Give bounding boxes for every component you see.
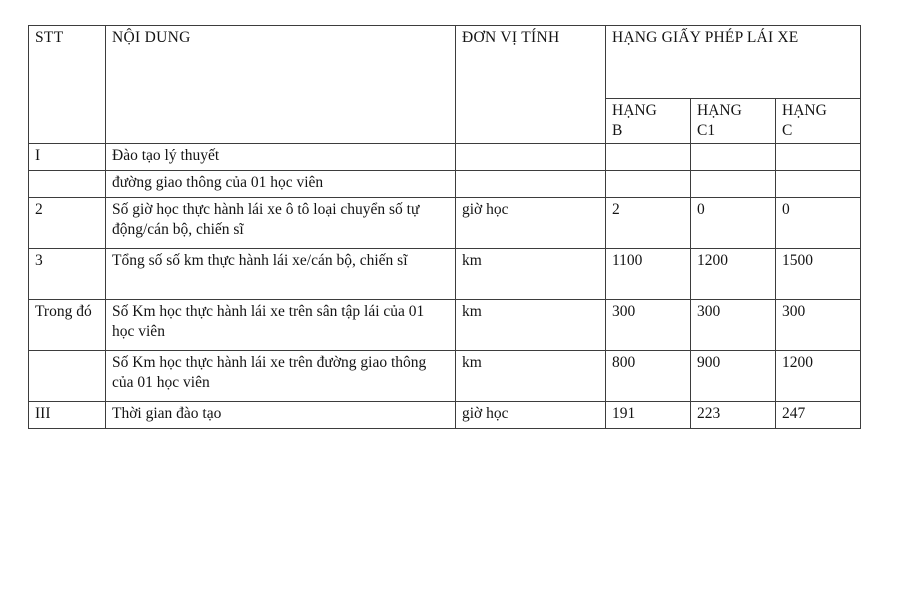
column-header-noi-dung: NỘI DUNG — [106, 26, 456, 144]
cell-hang-c1: 0 — [691, 198, 776, 249]
clipped-text-artifact — [120, 388, 740, 402]
cell-hang-b: 300 — [606, 300, 691, 351]
cell-hang-c — [776, 144, 861, 171]
cell-hang-b: 1100 — [606, 249, 691, 300]
cell-hang-c1 — [691, 171, 776, 198]
cell-hang-c1 — [691, 144, 776, 171]
column-header-stt: STT — [29, 26, 106, 144]
table-row — [29, 144, 861, 171]
cell-hang-c: 1500 — [776, 249, 861, 300]
cell-noi-dung: Số giờ học thực hành lái xe ô tô loại chuyển số tự động/cán bộ, chiến sĩ — [106, 198, 456, 249]
cell-hang-c1: 300 — [691, 300, 776, 351]
cell-hang-c — [776, 171, 861, 198]
table-row — [29, 198, 861, 249]
hang-c1-line1: HẠNG — [697, 102, 742, 119]
cell-stt — [29, 351, 106, 402]
cell-noi-dung: Thời gian đào tạo — [106, 402, 456, 429]
cell-don-vi-tinh: km — [456, 351, 606, 402]
cell-hang-c1: 223 — [691, 402, 776, 429]
cell-don-vi-tinh: km — [456, 300, 606, 351]
cell-hang-b: 191 — [606, 402, 691, 429]
column-header-hang-b — [606, 99, 691, 144]
table-row — [29, 402, 861, 429]
hang-c-line1: HẠNG — [782, 102, 827, 119]
cell-hang-c1: 900 — [691, 351, 776, 402]
cell-noi-dung: Đào tạo lý thuyết — [106, 144, 456, 171]
cell-don-vi-tinh: giờ học — [456, 402, 606, 429]
hang-c-line2: C — [782, 121, 793, 139]
column-header-don-vi-tinh: ĐƠN VỊ TÍNH — [456, 26, 606, 144]
cell-noi-dung: đường giao thông của 01 học viên — [106, 171, 456, 198]
cell-noi-dung: Số Km học thực hành lái xe trên đường giao thông của 01 học viên — [106, 351, 456, 402]
table-body — [29, 144, 861, 429]
cell-don-vi-tinh: km — [456, 249, 606, 300]
cell-noi-dung: Tổng số số km thực hành lái xe/cán bộ, chiến sĩ — [106, 249, 456, 300]
cell-hang-c: 0 — [776, 198, 861, 249]
cell-stt: Trong đó — [29, 300, 106, 351]
cell-hang-b: 2 — [606, 198, 691, 249]
cell-hang-c: 247 — [776, 402, 861, 429]
cell-noi-dung: Số Km học thực hành lái xe trên sân tập lái của 01 học viên — [106, 300, 456, 351]
cell-don-vi-tinh — [456, 171, 606, 198]
table-row — [29, 249, 861, 300]
driving-license-training-table — [28, 25, 861, 429]
hang-c1-line2: C1 — [697, 121, 716, 139]
cell-stt: I — [29, 144, 106, 171]
table-row — [29, 300, 861, 351]
column-header-group-hang-giay-phep-lai-xe: HẠNG GIẤY PHÉP LÁI XE — [606, 26, 861, 99]
column-header-hang-c1 — [691, 99, 776, 144]
cell-stt — [29, 171, 106, 198]
cell-hang-c: 300 — [776, 300, 861, 351]
cell-don-vi-tinh: giờ học — [456, 198, 606, 249]
table-header-row-1 — [29, 26, 861, 99]
cell-hang-b — [606, 144, 691, 171]
cell-stt: 3 — [29, 249, 106, 300]
cell-don-vi-tinh — [456, 144, 606, 171]
table-row — [29, 171, 861, 198]
hang-b-line1: HẠNG — [612, 102, 657, 119]
cell-stt: III — [29, 402, 106, 429]
hang-b-line2: B — [612, 121, 623, 139]
table-header — [29, 26, 861, 144]
cell-hang-b — [606, 171, 691, 198]
column-header-hang-c — [776, 99, 861, 144]
cell-hang-c1: 1200 — [691, 249, 776, 300]
cell-hang-c: 1200 — [776, 351, 861, 402]
cell-stt: 2 — [29, 198, 106, 249]
cell-hang-b: 800 — [606, 351, 691, 402]
